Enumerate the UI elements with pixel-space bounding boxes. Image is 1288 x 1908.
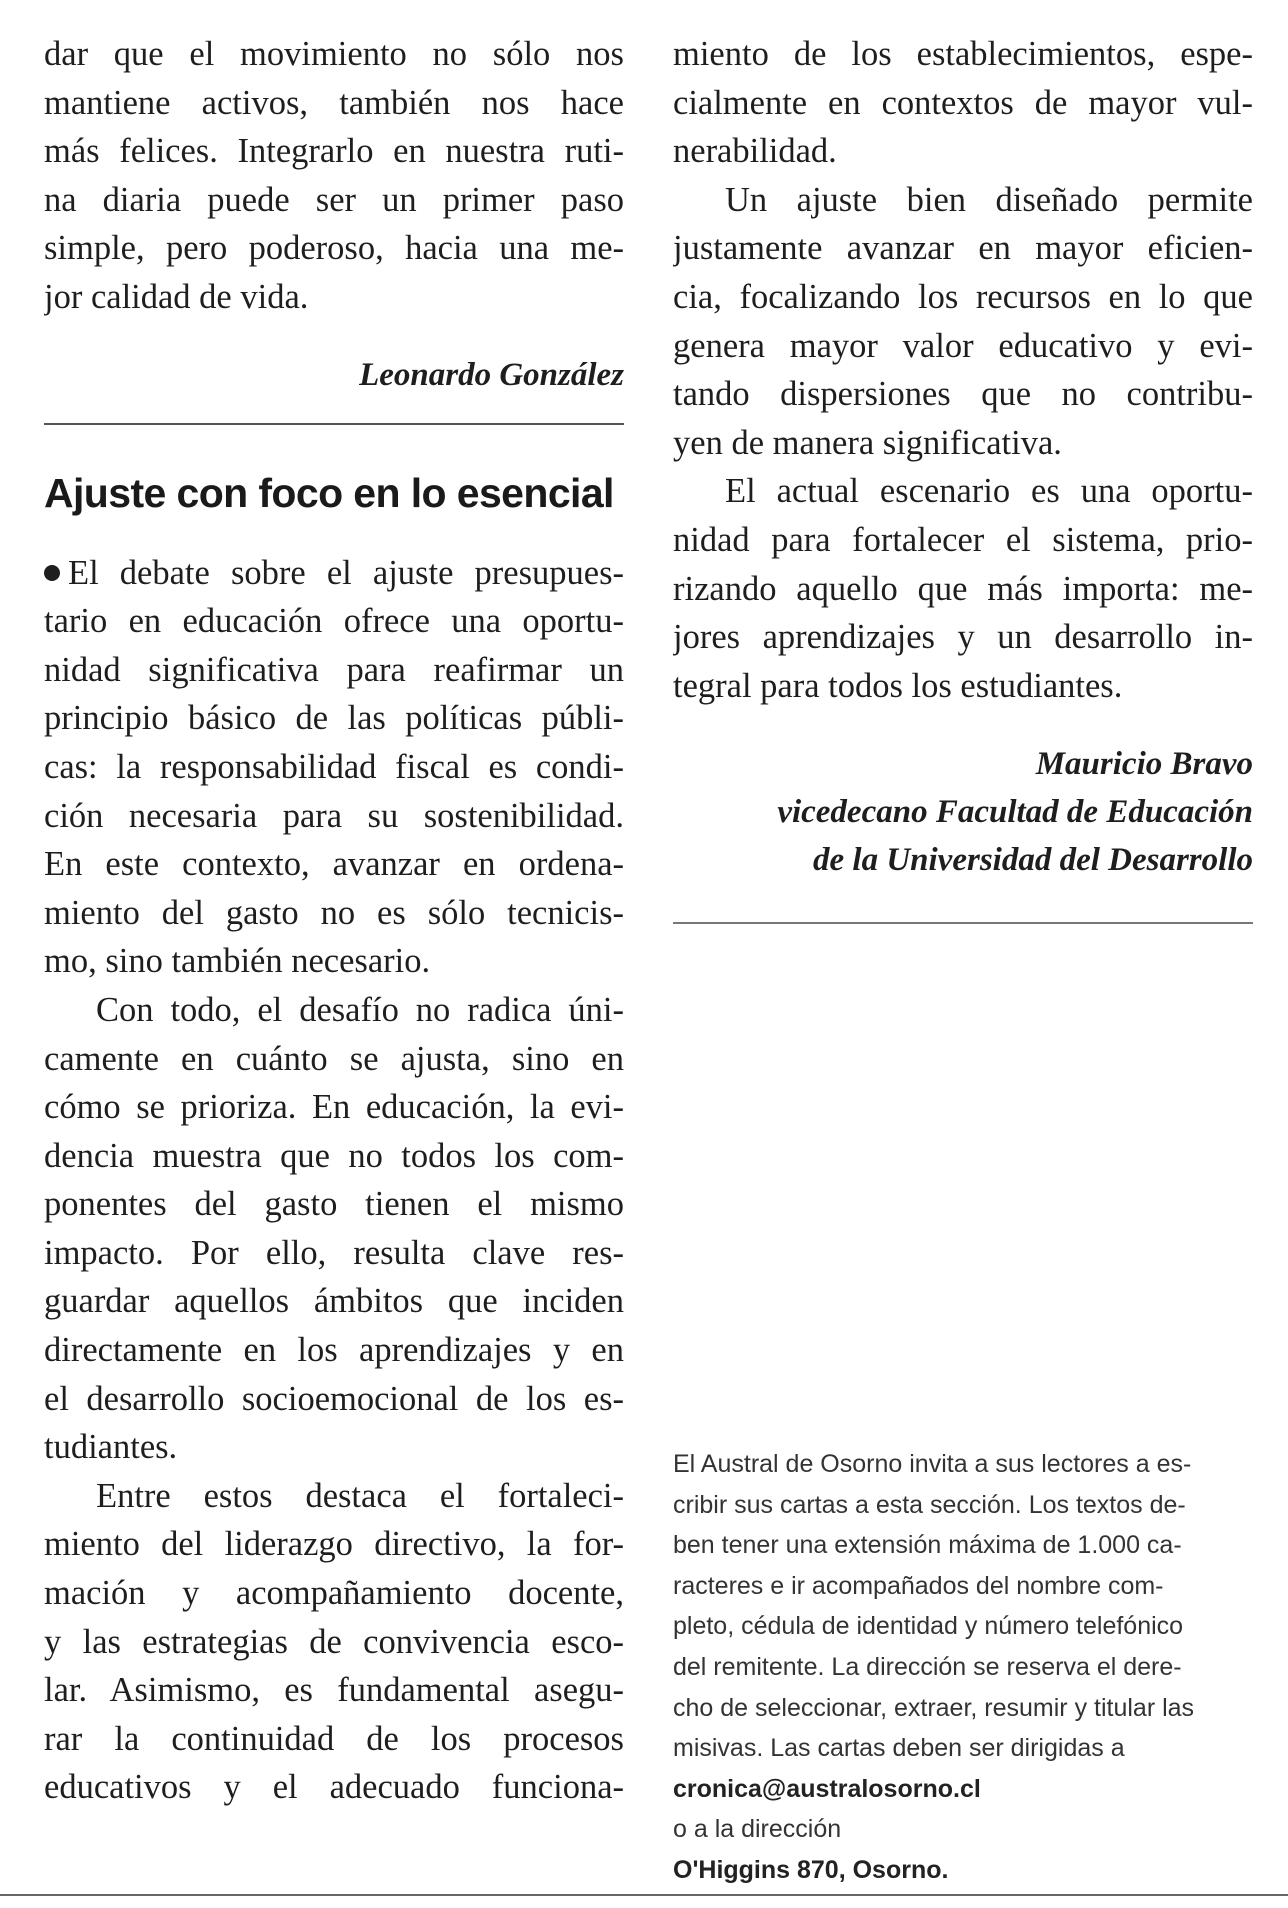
letter-headline: Ajuste con foco en lo esencial [44, 469, 614, 516]
notice-line: del remitente. La dirección se reserva el dere- [673, 1652, 1182, 1681]
text-line: simple, pero poderoso, hacia una me- [44, 229, 624, 268]
text-line: mación y acompañamiento docente, [44, 1574, 624, 1613]
submission-notice [673, 1444, 1263, 1891]
text-line: rar la continuidad de los procesos [44, 1719, 624, 1758]
text-line: tudiantes. [44, 1428, 178, 1467]
left-column [44, 30, 624, 1812]
divider [44, 423, 624, 425]
text-line: jor calidad de vida. [44, 277, 309, 316]
text-line: justamente avanzar en mayor eficien- [673, 229, 1253, 268]
letter-paragraph [673, 176, 1253, 468]
letter-signature [673, 740, 1253, 884]
text-line: guardar aquellos ámbitos que inciden [44, 1282, 624, 1321]
text-line: Un ajuste bien diseñado permite [725, 180, 1253, 219]
text-line: miento del gasto no es sólo tecnicis- [44, 893, 624, 932]
text-line: ponentes del gasto tienen el mismo [44, 1185, 624, 1224]
letter-paragraph [44, 986, 624, 1472]
notice-line: pleto, cédula de identidad y número telefónico [673, 1612, 1184, 1641]
notice-line: racteres e ir acompañados del nombre com- [673, 1571, 1164, 1600]
notice-line: cho de seleccionar, extraer, resumir y titular las [673, 1693, 1195, 1722]
text-line: camente en cuánto se ajusta, sino en [44, 1039, 624, 1078]
text-line: mo, sino también necesario. [44, 942, 431, 981]
letter-paragraph [44, 1472, 624, 1812]
text-line: tario en educación ofrece una oportu- [44, 602, 624, 641]
letter-paragraph [673, 467, 1253, 710]
text-line: ción necesaria para su sostenibilidad. [44, 796, 624, 835]
text-line: tegral para todos los estudiantes. [673, 666, 1123, 705]
text-line: tando dispersiones que no contribu- [673, 375, 1253, 414]
signature-institution: de la Universidad del Desarrollo [813, 842, 1253, 879]
signature-role: vicedecano Facultad de Educación [777, 794, 1253, 831]
notice-email: cronica@australosorno.cl [673, 1774, 981, 1803]
text-line: cialmente en contextos de mayor vul- [673, 83, 1253, 122]
notice-line: ben tener una extensión máxima de 1.000 ca- [673, 1531, 1182, 1560]
text-line: En este contexto, avanzar en ordena- [44, 845, 624, 884]
text-line: mantiene activos, también nos hace [44, 83, 624, 122]
right-column [673, 30, 1253, 924]
text-line: nidad significativa para reafirmar un [44, 650, 624, 689]
signature-name: Mauricio Bravo [1035, 746, 1253, 783]
notice-address-prefix: o a la dirección [673, 1815, 842, 1844]
text-line: cia, focalizando los recursos en lo que [673, 277, 1253, 316]
text-line: El actual escenario es una oportu- [725, 472, 1253, 511]
notice-line: cribir sus cartas a esta sección. Los textos de- [673, 1490, 1186, 1519]
text-line: jores aprendizajes y un desarrollo in- [673, 618, 1253, 657]
text-line: genera mayor valor educativo y evi- [673, 326, 1253, 365]
previous-letter-author: Leonardo González [359, 356, 624, 393]
text-line: el desarrollo socioemocional de los es- [44, 1379, 624, 1418]
text-line: directamente en los aprendizajes y en [44, 1331, 624, 1370]
text-line: rizando aquello que más importa: me- [673, 569, 1253, 608]
bullet-icon [44, 565, 60, 581]
text-line: nerabilidad. [673, 132, 837, 171]
page-bottom-rule [0, 1894, 1288, 1896]
notice-line: El Austral de Osorno invita a sus lectores a es- [673, 1450, 1192, 1478]
text-line: El debate sobre el ajuste presupues- [44, 549, 624, 598]
text-line: lar. Asimismo, es fundamental asegu- [44, 1671, 624, 1710]
letter-paragraph [673, 30, 1253, 176]
text-line: dencia muestra que no todos los com- [44, 1136, 624, 1175]
previous-letter-ending [44, 30, 624, 322]
text-line: educativos y el adecuado funciona- [44, 1768, 624, 1807]
letter-paragraph [44, 549, 624, 986]
text-line: na diaria puede ser un primer paso [44, 180, 624, 219]
text-line: impacto. Por ello, resulta clave res- [44, 1233, 624, 1272]
notice-address: O'Higgins 870, Osorno. [673, 1855, 949, 1884]
text-line: miento del liderazgo directivo, la for- [44, 1525, 624, 1564]
text-line: miento de los establecimientos, espe- [673, 35, 1253, 73]
text-line: cas: la responsabilidad fiscal es condi- [44, 747, 624, 786]
text-line: más felices. Integrarlo en nuestra ruti- [44, 132, 624, 171]
text-line: dar que el movimiento no sólo nos [44, 35, 624, 73]
text-line: Entre estos destaca el fortaleci- [96, 1476, 624, 1515]
text-line: y las estrategias de convivencia esco- [44, 1622, 624, 1661]
divider [673, 922, 1253, 924]
notice-line: misivas. Las cartas deben ser dirigidas a [673, 1734, 1125, 1763]
text-line: yen de manera significativa. [673, 423, 1062, 462]
text-line: cómo se prioriza. En educación, la evi- [44, 1088, 624, 1127]
text-line: Con todo, el desafío no radica úni- [96, 990, 624, 1029]
text-line: principio básico de las políticas públi- [44, 699, 624, 738]
text-line: nidad para fortalecer el sistema, prio- [673, 520, 1253, 559]
